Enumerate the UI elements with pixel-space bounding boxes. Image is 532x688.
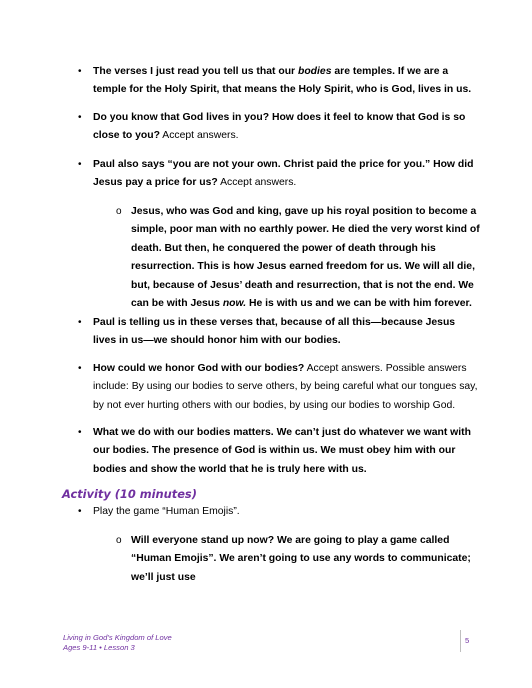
bullet-icon: • [78, 317, 82, 328]
text-run: Jesus, who was God and king, gave up his royal position to become a simple, poor man with no earthly power. He died the very worst kind of death. But then, he conquered the power of death through his resurrection. This is how Jesus earned freedom for us. We will all die, but, because of Jesus’ death and resurrection, that is not the end. We can be with Jesus [131, 206, 480, 310]
item-text [131, 203, 483, 313]
text-run: Do you know that God lives in you? How does it feel to know that God is so close to you? [93, 112, 466, 142]
text-run: What we do with our bodies matters. We can’t just do whatever we want with our bodies. The presence of God is within us. We must obey him with our bodies and show the world that he is truly here with us. [93, 427, 471, 475]
text-run: He is with us and we can be with him forever. [246, 298, 472, 310]
item-text [131, 532, 483, 587]
sub-bullet-icon: o [116, 535, 122, 546]
bullet-icon: • [78, 159, 82, 170]
text-run: Paul also says “you are not your own. Christ paid the price for you.” How did Jesus pay a price for us? [93, 159, 474, 189]
section-heading: Activity (10 minutes) [62, 487, 197, 501]
bullet-icon: • [78, 363, 82, 374]
item-text [93, 109, 478, 146]
item-text [93, 503, 478, 521]
footer-divider [460, 630, 461, 652]
page-number: 5 [465, 636, 470, 645]
text-run: are temples. If we are a temple for the Holy Spirit, that means the Holy Spirit, who is God, lives in us. [93, 66, 472, 96]
item-text [93, 156, 478, 193]
text-run: How could we honor God with our bodies? [93, 363, 305, 374]
text-run: Accept answers. Possible answers include: By using our bodies to serve others, by being careful what our tongues say, by not ever hurting others with our bodies, by using our bodies to worship God. [93, 363, 478, 411]
sub-bullet-icon: o [116, 206, 122, 217]
text-run: Accept answers. [159, 130, 239, 142]
text-run: Will everyone stand up now? We are going to play a game called “Human Emojis”. We aren’t going to use any words to communicate; we’ll just use [131, 535, 471, 583]
bullet-icon: • [78, 66, 82, 77]
bullet-icon: • [78, 427, 82, 438]
footer-subtitle: Ages 9-11 • Lesson 3 [63, 643, 135, 652]
footer-title: Living in God’s Kingdom of Love [63, 633, 172, 642]
text-run: now. [222, 298, 247, 310]
bullet-icon: • [78, 112, 82, 123]
text-run: Play the game “Human Emojis”. [93, 506, 240, 517]
item-text [93, 63, 478, 100]
text-run: The verses I just read you tell us that our [93, 66, 298, 77]
footer [63, 633, 172, 653]
item-text [93, 360, 478, 415]
text-run: bodies [297, 66, 332, 77]
text-run: Paul is telling us in these verses that, because of all this—because Jesus lives in us—we should honor him with our bodies. [93, 317, 456, 347]
text-run: Accept answers. [217, 177, 297, 189]
item-text [93, 314, 478, 351]
item-text [93, 424, 478, 479]
bullet-icon: • [78, 506, 82, 517]
